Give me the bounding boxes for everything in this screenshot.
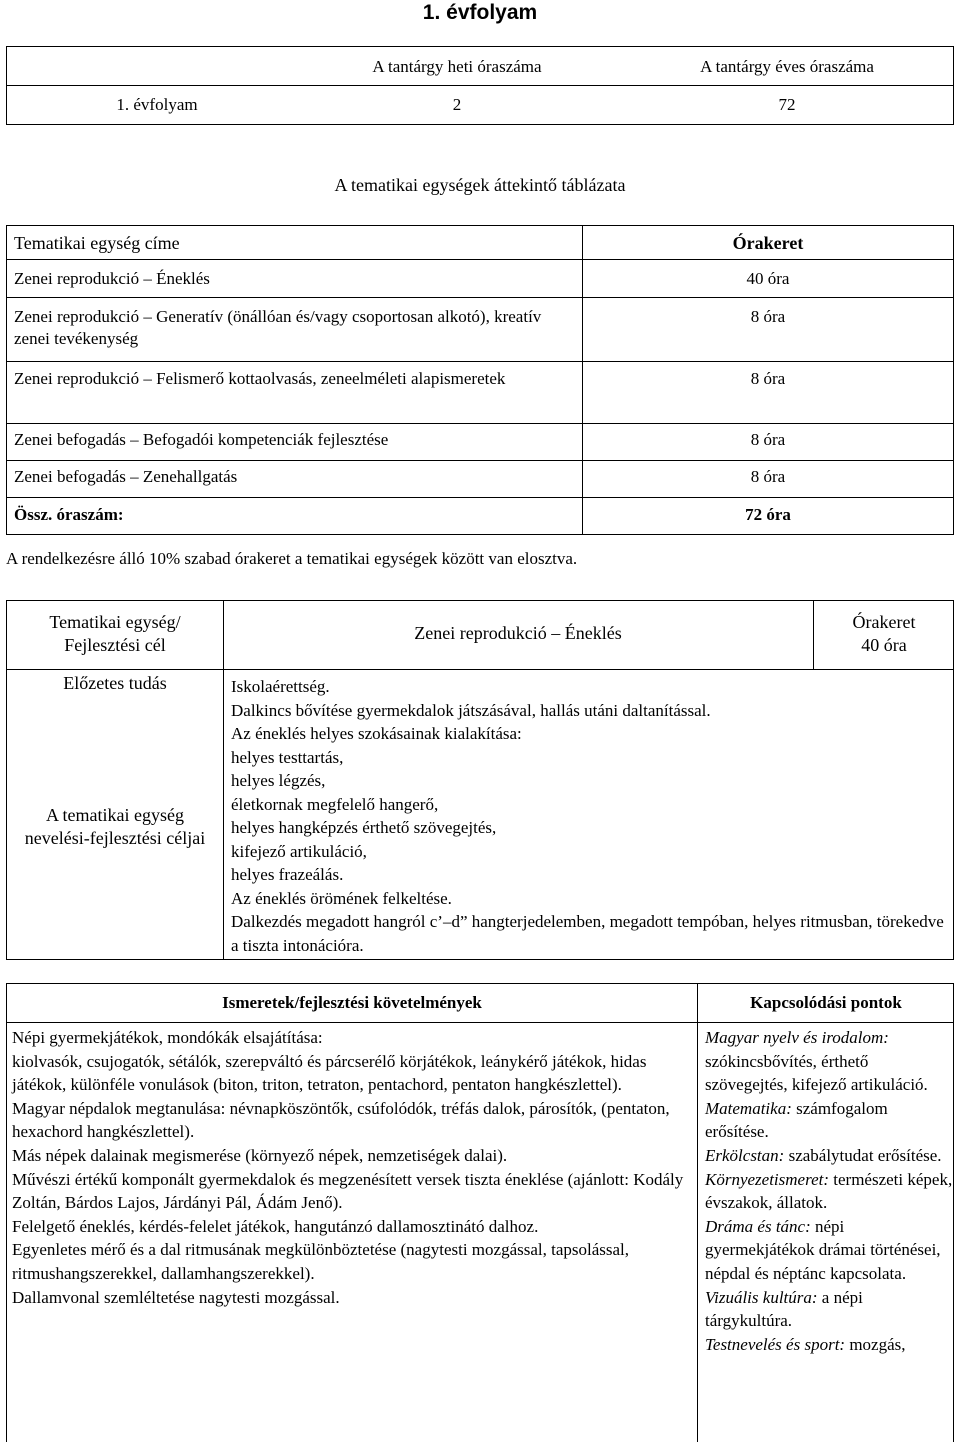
requirement-paragraph: kiolvasók, csujogatók, sétálók, szerepváltó és párcserélő körjátékok, leánykérő játékok, hidas játékok, különféle vonulások (biton, triton, tetraton, pentachord, pentaton hangkészlettel). <box>12 1051 647 1095</box>
overview-table <box>6 225 954 535</box>
content-line: életkornak megfelelő hangerő, <box>231 794 439 814</box>
requirement-paragraph: Egyenletes mérő és a dal ritmusának megkülönböztetése (nagytesti mozgással, tapsolással, ritmushangszerekkel, dallamhangszerekkel). <box>12 1240 630 1283</box>
prior-knowledge-label: Előzetes tudás <box>63 673 167 693</box>
link-text: szabálytudat erősítése. <box>788 1145 942 1165</box>
distribution-note: A rendelkezésre álló 10% szabad órakeret a tematikai egységek között van elosztva. <box>6 549 578 568</box>
unit-detail-table <box>6 600 954 960</box>
goals-label-line-2: nevelési-fejlesztési céljai <box>24 828 206 848</box>
content-line: Az éneklés helyes szokásainak kialakítása: <box>231 724 522 743</box>
unit-row-1-hours: 40 óra <box>746 269 790 288</box>
link-text: a népi tárgykultúra. <box>705 1287 863 1331</box>
content-line: Dalkincs bővítése gyermekdalok játszásával, hallás utáni daltanítással. <box>231 700 711 720</box>
link-subject: Erkölcstan: <box>705 1145 785 1165</box>
content-line: kifejező artikuláció, <box>231 841 367 861</box>
content-line: helyes hangképzés érthető szövegejtés, <box>231 818 497 837</box>
link-subject: Vizuális kultúra: <box>705 1287 818 1307</box>
goals-label-line-1: A tematikai egység <box>46 805 184 825</box>
unit-hours-label: Órakeret <box>852 612 916 632</box>
link-subject: Környezetismeret: <box>705 1169 830 1189</box>
unit-row-3: Zenei reprodukció – Felismerő kottaolvasás, zeneelméleti alapismeretek <box>14 369 506 388</box>
grade-label: 1. évfolyam <box>116 95 198 114</box>
unit-content <box>231 675 951 957</box>
link-subject: Magyar nyelv és irodalom: <box>705 1028 889 1047</box>
requirement-paragraph: Más népek dalainak megismerése (környező népek, nemzetiségek dalai). <box>12 1145 508 1165</box>
link-item <box>705 1286 953 1333</box>
requirements-table <box>6 983 954 1442</box>
unit-row-4-hours: 8 óra <box>750 430 786 449</box>
requirement-paragraph: Magyar népdalok megtanulása: névnapköszöntők, csúfolódók, tréfás dalok, párosítók, (pentaton, hexachord hangkészlettel). <box>12 1098 670 1142</box>
content-line: Dalkezdés megadott hangról c’–d” hangterjedelemben, megadott tempóban, helyes ritmusban, törekedve a tiszta intonációra. <box>231 912 944 955</box>
link-subject: Matematika: <box>705 1098 792 1118</box>
content-line: Az éneklés örömének felkeltése. <box>231 888 452 908</box>
content-line: helyes frazeálás. <box>231 865 344 884</box>
total-label: Össz. óraszám: <box>14 505 124 524</box>
weekly-hours-value: 2 <box>452 95 462 114</box>
unit-row-2: Zenei reprodukció – Generatív (önállóan és/vagy csoportosan alkotó), kreatív zenei tevékenység <box>14 307 542 349</box>
link-item <box>705 1215 953 1286</box>
requirement-paragraph: Népi gyermekjátékok, mondókák elsajátítása: <box>12 1028 323 1047</box>
links-list <box>705 1026 953 1356</box>
yearly-hours-header: A tantárgy éves óraszáma <box>700 57 874 76</box>
content-line: helyes testtartás, <box>231 747 344 767</box>
unit-title: Zenei reprodukció – Éneklés <box>414 623 622 643</box>
link-text: számfogalom erősítése. <box>705 1098 888 1142</box>
link-item <box>705 1026 953 1097</box>
links-header: Kapcsolódási pontok <box>750 993 902 1012</box>
weekly-hours-header: A tantárgy heti óraszáma <box>372 57 542 76</box>
link-text: természeti képek, évszakok, állatok. <box>705 1169 953 1213</box>
unit-row-5: Zenei befogadás – Zenehallgatás <box>14 467 238 486</box>
requirement-paragraph: Felelgető éneklés, kérdés-felelet játékok, hangutánzó dallamosztinátó dalhoz. <box>12 1216 539 1236</box>
link-item <box>705 1097 953 1144</box>
unit-row-2-hours: 8 óra <box>750 307 786 326</box>
link-text: szókincsbővítés, érthető szövegejtés, kifejező artikuláció. <box>705 1051 928 1095</box>
content-line: Iskolaérettség. <box>231 677 330 696</box>
link-item <box>705 1144 953 1168</box>
unit-row-5-hours: 8 óra <box>750 467 786 486</box>
table-divider <box>7 85 953 86</box>
requirements-list <box>12 1026 692 1309</box>
page-title: 1. évfolyam <box>422 1 538 24</box>
unit-title-header: Tematikai egység címe <box>14 233 180 253</box>
overview-title: A tematikai egységek áttekintő táblázata <box>334 175 626 195</box>
unit-header-line-2: Fejlesztési cél <box>64 635 166 655</box>
requirement-paragraph: Dallamvonal szemléltetése nagytesti mozgással. <box>12 1287 340 1307</box>
link-text: mozgás, <box>849 1334 906 1354</box>
link-subject: Testnevelés és sport: <box>705 1334 846 1354</box>
hours-table <box>6 46 954 125</box>
content-line: helyes légzés, <box>231 771 326 790</box>
requirements-header: Ismeretek/fejlesztési követelmények <box>222 993 482 1012</box>
unit-hours-value: 40 óra <box>861 635 907 655</box>
link-item <box>705 1333 953 1357</box>
link-subject: Dráma és tánc: <box>705 1216 811 1236</box>
requirement-paragraph: Művészi értékű komponált gyermekdalok és megzenésített versek tiszta éneklése (ajánlott: Kodály Zoltán, Bárdos Lajos, Járdányi Pál, Ádám Jenő). <box>12 1169 684 1213</box>
link-item <box>705 1168 953 1215</box>
unit-row-4: Zenei befogadás – Befogadói kompetenciák fejlesztése <box>14 430 389 449</box>
unit-header-line-1: Tematikai egység/ <box>49 612 181 632</box>
yearly-hours-value: 72 <box>778 95 796 114</box>
total-hours: 72 óra <box>745 505 791 524</box>
unit-row-3-hours: 8 óra <box>750 369 786 388</box>
unit-row-1: Zenei reprodukció – Éneklés <box>14 269 210 288</box>
hours-header: Órakeret <box>732 233 804 253</box>
link-text: népi gyermekjátékok drámai történései, népdal és néptánc kapcsolata. <box>705 1216 941 1283</box>
